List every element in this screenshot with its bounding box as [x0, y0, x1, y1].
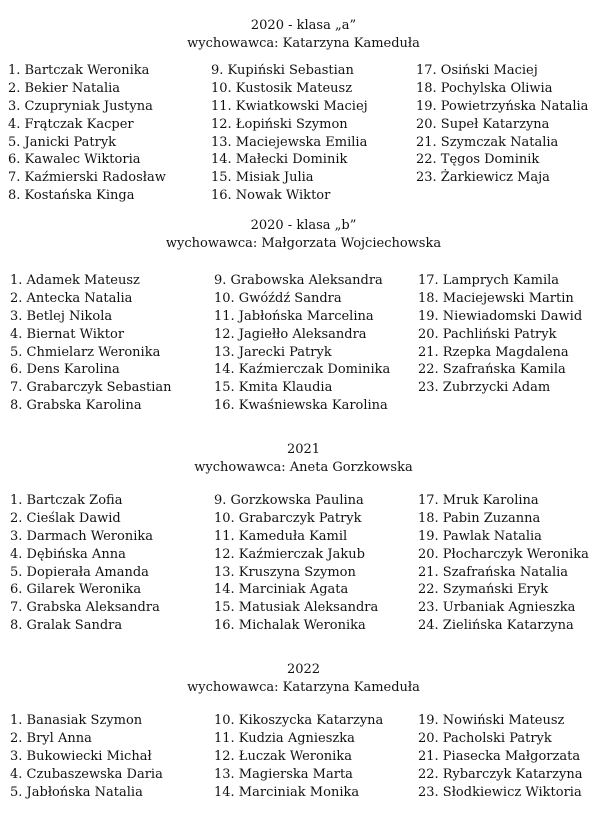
student-list-item: 2. Antecka Natalia	[10, 290, 133, 306]
student-list-item: 2. Bekier Natalia	[8, 80, 121, 96]
student-column-3	[416, 62, 588, 187]
student-list-item: 13. Magierska Marta	[214, 766, 353, 782]
section-title: 2020 - klasa „b”	[250, 218, 357, 233]
student-list-item: 19. Powietrzyńska Natalia	[416, 98, 589, 114]
student-list-item: 22. Rybarczyk Katarzyna	[418, 766, 583, 782]
student-list-item: 12. Łuczak Weronika	[214, 748, 352, 764]
student-list-item: 13. Jarecki Patryk	[214, 344, 332, 360]
student-list-item: 20. Supeł Katarzyna	[416, 116, 550, 132]
section-teacher: wychowawca: Katarzyna Kameduła	[187, 36, 420, 51]
section-2020-a	[0, 17, 607, 204]
student-list-item: 18. Maciejewski Martin	[418, 290, 574, 306]
student-list-item: 23. Słodkiewicz Wiktoria	[418, 784, 582, 800]
student-list-item: 6. Gilarek Weronika	[10, 582, 142, 598]
student-list-item: 11. Kameduła Kamil	[214, 528, 348, 544]
student-list-item: 5. Janicki Patryk	[8, 134, 117, 150]
student-list-item: 11. Kudzia Agnieszka	[214, 730, 355, 746]
student-list-item: 16. Kwaśniewska Karolina	[214, 398, 388, 414]
student-list-item: 20. Pachliński Patryk	[418, 326, 557, 342]
student-list-item: 18. Pochylska Oliwia	[416, 80, 553, 96]
student-list-item: 23. Żarkiewicz Maja	[416, 170, 550, 186]
student-list-item: 21. Szafrańska Natalia	[418, 564, 569, 580]
section-title: 2021	[286, 442, 321, 457]
section-title: 2020 - klasa „a”	[250, 18, 357, 33]
student-list-item: 10. Grabarczyk Patryk	[214, 510, 362, 526]
student-list-item: 5. Dopierała Amanda	[10, 564, 149, 580]
student-list-item: 1. Banasiak Szymon	[10, 713, 143, 728]
student-list-item: 14. Marciniak Monika	[214, 784, 360, 800]
student-list-item: 7. Grabarczyk Sebastian	[10, 380, 172, 396]
student-column-1	[10, 272, 172, 415]
student-list-item: 10. Gwóźdź Sandra	[214, 290, 342, 306]
student-list-item: 23. Zubrzycki Adam	[418, 380, 551, 396]
student-list-item: 4. Biernat Wiktor	[10, 326, 125, 342]
student-list-item: 13. Kruszyna Szymon	[214, 564, 356, 580]
student-list-item: 3. Betlej Nikola	[10, 308, 113, 324]
student-list-item: 2. Cieślak Dawid	[10, 510, 121, 526]
student-list-item: 1. Bartczak Weronika	[8, 63, 150, 78]
section-teacher: wychowawca: Aneta Gorzkowska	[194, 460, 413, 475]
student-column-2	[214, 272, 390, 415]
student-list-item: 21. Szymczak Natalia	[416, 134, 559, 150]
student-column-3	[418, 272, 582, 397]
section-teacher: wychowawca: Małgorzata Wojciechowska	[165, 236, 442, 251]
student-list-item: 9. Grabowska Aleksandra	[214, 273, 383, 288]
student-list-item: 15. Kmita Klaudia	[214, 380, 333, 396]
student-column-2	[214, 712, 383, 801]
student-list-item: 17. Osiński Maciej	[416, 63, 538, 78]
student-column-1	[8, 62, 166, 205]
student-list-item: 3. Czupryniak Justyna	[8, 98, 153, 114]
student-list-item: 3. Bukowiecki Michał	[10, 748, 152, 764]
student-list-item: 22. Szymański Eryk	[418, 582, 549, 598]
student-list-item: 12. Jagiełło Aleksandra	[214, 326, 367, 342]
student-list-item: 14. Małecki Dominik	[211, 152, 348, 168]
section-2020-b	[0, 217, 607, 414]
student-list-item: 4. Dębińska Anna	[10, 546, 126, 562]
student-list-item: 9. Gorzkowska Paulina	[214, 493, 364, 508]
student-list-item: 6. Kawalec Wiktoria	[8, 152, 141, 168]
student-column-1	[10, 712, 163, 801]
student-list-item: 2. Bryl Anna	[10, 730, 92, 746]
student-list-item: 5. Chmielarz Weronika	[10, 344, 161, 360]
student-list-item: 11. Kwiatkowski Maciej	[211, 98, 368, 114]
student-list-item: 19. Pawlak Natalia	[418, 528, 542, 544]
student-list-item: 10. Kustosik Mateusz	[211, 80, 353, 96]
student-list-item: 16. Michalak Weronika	[214, 618, 366, 634]
section-teacher: wychowawca: Katarzyna Kameduła	[187, 680, 420, 695]
student-list-item: 10. Kikoszycka Katarzyna	[214, 713, 384, 728]
student-list-item: 3. Darmach Weronika	[10, 528, 153, 544]
student-list-item: 21. Rzepka Magdalena	[418, 344, 569, 360]
student-list-item: 17. Lamprych Kamila	[418, 273, 560, 288]
student-column-1	[10, 492, 160, 635]
student-list-item: 7. Grabska Aleksandra	[10, 600, 160, 616]
student-list-item: 22. Tęgos Dominik	[416, 152, 540, 168]
student-list-item: 20. Pacholski Patryk	[418, 730, 552, 746]
section-2022	[0, 661, 607, 800]
student-list-item: 15. Misiak Julia	[211, 170, 314, 186]
student-list-item: 14. Marciniak Agata	[214, 582, 349, 598]
student-list-item: 17. Mruk Karolina	[418, 493, 539, 508]
section-2021	[0, 441, 607, 634]
student-list-item: 15. Matusiak Aleksandra	[214, 600, 379, 616]
student-list-item: 20. Płocharczyk Weronika	[418, 546, 589, 562]
student-list-item: 7. Kaźmierski Radosław	[8, 170, 166, 186]
student-list-item: 23. Urbaniak Agnieszka	[418, 600, 576, 616]
section-title: 2022	[286, 662, 321, 677]
student-list-item: 1. Bartczak Zofia	[10, 493, 123, 508]
student-list-item: 16. Nowak Wiktor	[211, 188, 331, 204]
student-list-item: 4. Frątczak Kacper	[8, 116, 134, 132]
student-list-item: 21. Piasecka Małgorzata	[418, 748, 581, 764]
student-column-2	[214, 492, 378, 635]
student-list-item: 5. Jabłońska Natalia	[10, 784, 143, 800]
student-list-item: 8. Kostańska Kinga	[8, 188, 135, 204]
student-list-item: 24. Zielińska Katarzyna	[418, 618, 574, 634]
student-list-item: 12. Kaźmierczak Jakub	[214, 546, 365, 562]
student-list-item: 11. Jabłońska Marcelina	[214, 308, 374, 324]
student-list-item: 8. Gralak Sandra	[10, 618, 123, 634]
student-list-item: 8. Grabska Karolina	[10, 398, 142, 414]
student-list-item: 4. Czubaszewska Daria	[10, 766, 163, 782]
student-column-2	[211, 62, 368, 205]
student-list-item: 22. Szafrańska Kamila	[418, 362, 566, 378]
student-list-item: 6. Dens Karolina	[10, 362, 120, 378]
student-column-3	[418, 712, 582, 801]
student-column-3	[418, 492, 589, 635]
student-list-item: 12. Łopiński Szymon	[211, 116, 348, 132]
student-list-item: 18. Pabin Zuzanna	[418, 510, 541, 526]
student-list-item: 13. Maciejewska Emilia	[211, 134, 368, 150]
student-list-item: 14. Kaźmierczak Dominika	[214, 362, 391, 378]
student-list-item: 1. Adamek Mateusz	[10, 273, 140, 288]
student-list-item: 19. Nowiński Mateusz	[418, 713, 565, 728]
student-list-item: 9. Kupiński Sebastian	[211, 63, 354, 78]
student-list-item: 19. Niewiadomski Dawid	[418, 308, 583, 324]
